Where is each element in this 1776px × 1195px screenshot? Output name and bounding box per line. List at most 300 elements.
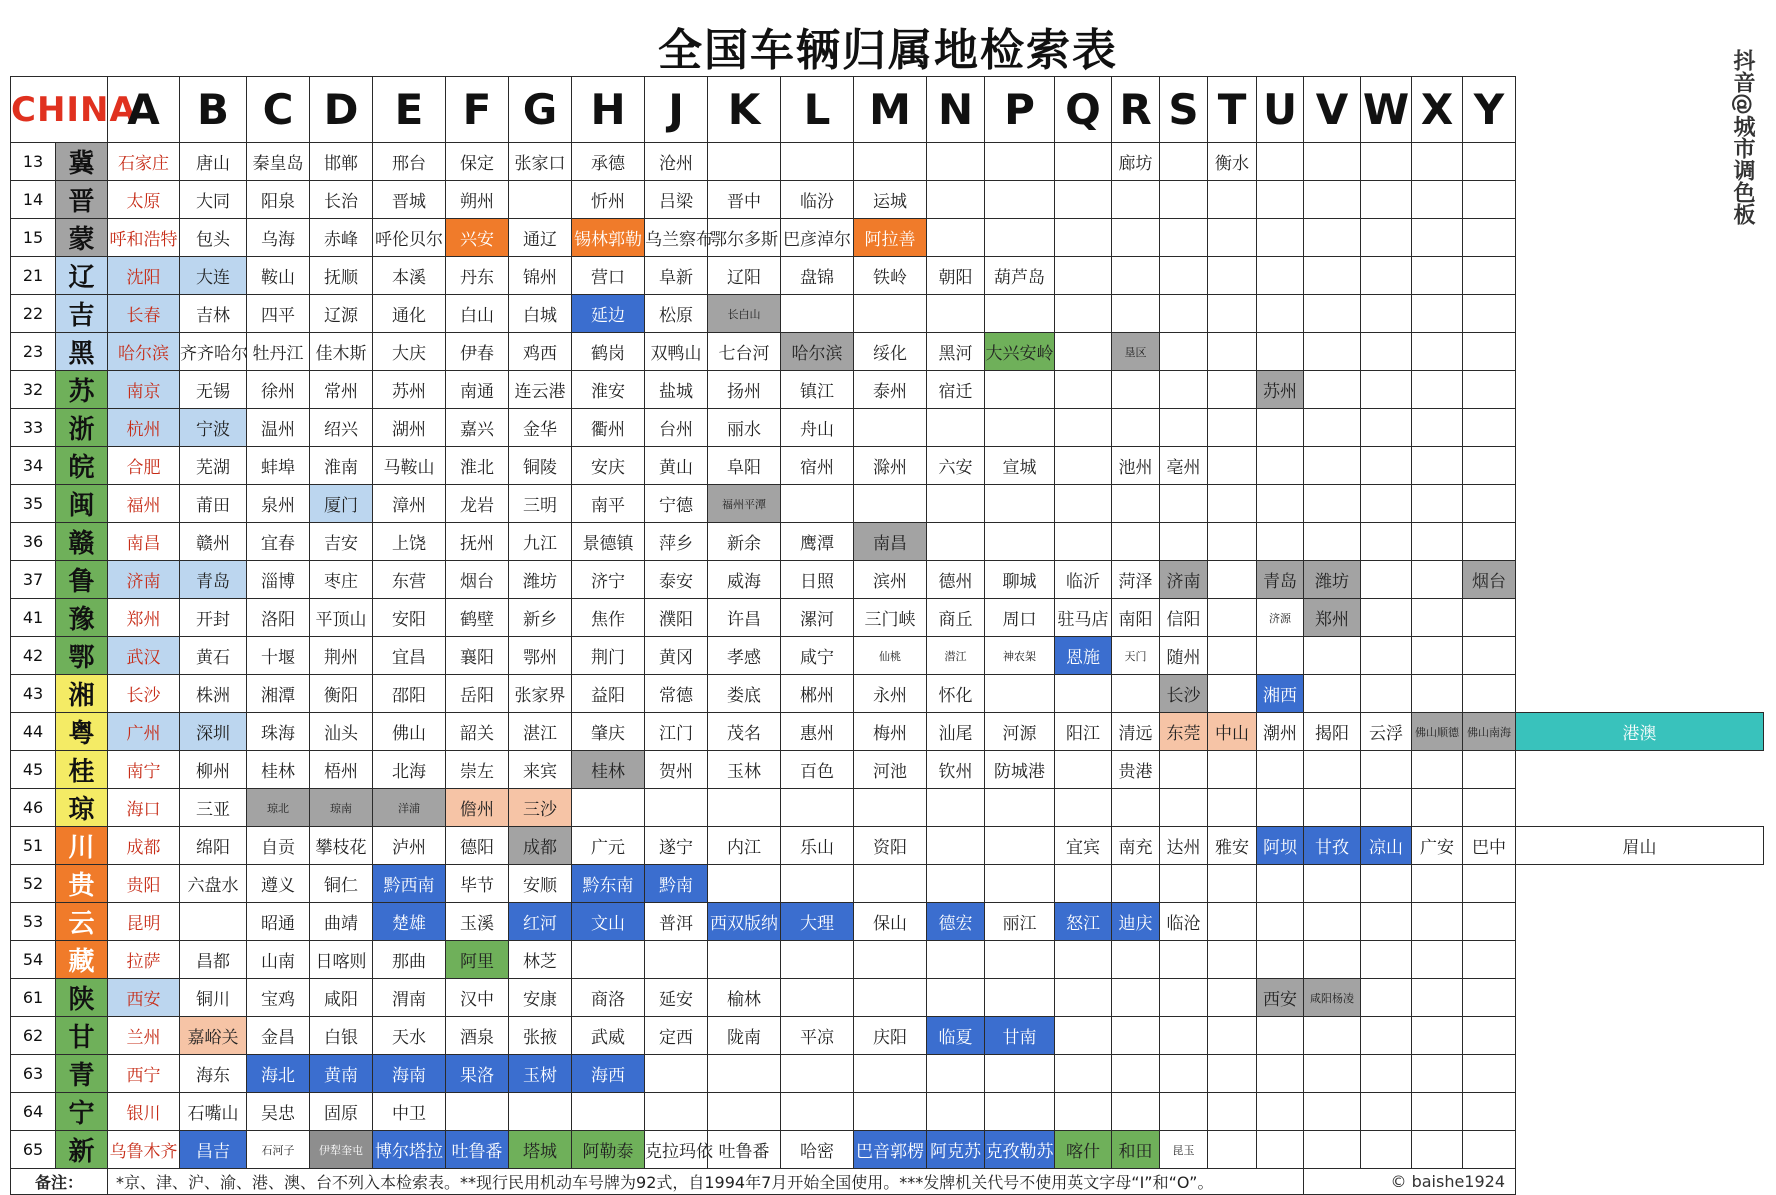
city-cell bbox=[985, 181, 1055, 219]
city-cell bbox=[781, 941, 854, 979]
city-cell: 佛山 bbox=[373, 713, 446, 751]
column-header-a: A bbox=[108, 77, 180, 143]
city-cell bbox=[1112, 523, 1160, 561]
province-abbr: 湘 bbox=[56, 675, 108, 713]
city-cell: 晋城 bbox=[373, 181, 446, 219]
province-abbr: 鄂 bbox=[56, 637, 108, 675]
city-cell: 达州 bbox=[1160, 827, 1208, 865]
city-cell: 红河 bbox=[509, 903, 572, 941]
capital-cell: 哈尔滨 bbox=[108, 333, 180, 371]
city-cell: 松原 bbox=[645, 295, 708, 333]
province-abbr: 琼 bbox=[56, 789, 108, 827]
city-cell: 日照 bbox=[781, 561, 854, 599]
city-cell: 崇左 bbox=[446, 751, 509, 789]
city-cell bbox=[1160, 789, 1208, 827]
city-cell: 铁岭 bbox=[854, 257, 927, 295]
city-cell bbox=[1112, 1093, 1160, 1131]
city-cell: 白城 bbox=[509, 295, 572, 333]
city-cell bbox=[1055, 1055, 1112, 1093]
city-cell bbox=[1160, 219, 1208, 257]
city-cell bbox=[1160, 751, 1208, 789]
city-cell bbox=[1463, 523, 1516, 561]
city-cell: 文山 bbox=[572, 903, 645, 941]
city-cell: 乌兰察布 bbox=[645, 219, 708, 257]
city-cell: 汕尾 bbox=[927, 713, 985, 751]
province-abbr: 赣 bbox=[56, 523, 108, 561]
city-cell: 天水 bbox=[373, 1017, 446, 1055]
city-cell: 黄冈 bbox=[645, 637, 708, 675]
city-cell bbox=[1112, 789, 1160, 827]
city-cell: 孝感 bbox=[708, 637, 781, 675]
region-code: 22 bbox=[11, 295, 56, 333]
province-abbr: 晋 bbox=[56, 181, 108, 219]
city-cell bbox=[927, 865, 985, 903]
column-header-f: F bbox=[446, 77, 509, 143]
city-cell: 滨州 bbox=[854, 561, 927, 599]
city-cell: 湖州 bbox=[373, 409, 446, 447]
city-cell: 保山 bbox=[854, 903, 927, 941]
city-cell bbox=[1412, 257, 1463, 295]
city-cell bbox=[1304, 941, 1361, 979]
city-cell bbox=[1055, 409, 1112, 447]
table-row bbox=[11, 789, 1764, 827]
city-cell: 漳州 bbox=[373, 485, 446, 523]
city-cell: 七台河 bbox=[708, 333, 781, 371]
city-cell bbox=[1412, 1131, 1463, 1169]
city-cell: 内江 bbox=[708, 827, 781, 865]
region-code: 62 bbox=[11, 1017, 56, 1055]
city-cell bbox=[1463, 257, 1516, 295]
city-cell bbox=[927, 789, 985, 827]
city-cell: 吉安 bbox=[310, 523, 373, 561]
city-cell bbox=[985, 865, 1055, 903]
city-cell bbox=[1257, 865, 1304, 903]
capital-cell: 沈阳 bbox=[108, 257, 180, 295]
city-cell: 安康 bbox=[509, 979, 572, 1017]
city-cell bbox=[572, 941, 645, 979]
city-cell bbox=[1208, 181, 1257, 219]
city-cell bbox=[1112, 675, 1160, 713]
city-cell bbox=[1112, 219, 1160, 257]
city-cell bbox=[1412, 219, 1463, 257]
city-cell: 珠海 bbox=[247, 713, 310, 751]
city-cell bbox=[985, 523, 1055, 561]
city-cell bbox=[1361, 181, 1412, 219]
city-cell bbox=[1412, 371, 1463, 409]
city-cell: 榆林 bbox=[708, 979, 781, 1017]
capital-cell: 兰州 bbox=[108, 1017, 180, 1055]
city-cell bbox=[985, 979, 1055, 1017]
city-cell: 南平 bbox=[572, 485, 645, 523]
city-cell bbox=[1112, 371, 1160, 409]
column-header-g: G bbox=[509, 77, 572, 143]
city-cell bbox=[1463, 219, 1516, 257]
city-cell: 黑河 bbox=[927, 333, 985, 371]
city-cell bbox=[1208, 979, 1257, 1017]
city-cell: 阳江 bbox=[1055, 713, 1112, 751]
capital-cell: 海口 bbox=[108, 789, 180, 827]
city-cell bbox=[927, 1093, 985, 1131]
city-cell bbox=[1257, 219, 1304, 257]
city-cell: 济宁 bbox=[572, 561, 645, 599]
table-row bbox=[11, 143, 1764, 181]
city-cell: 林芝 bbox=[509, 941, 572, 979]
table-row bbox=[11, 903, 1764, 941]
city-cell bbox=[781, 485, 854, 523]
city-cell: 广安 bbox=[1412, 827, 1463, 865]
region-code: 45 bbox=[11, 751, 56, 789]
city-cell: 梅州 bbox=[854, 713, 927, 751]
city-cell: 铜陵 bbox=[509, 447, 572, 485]
city-cell: 烟台 bbox=[1463, 561, 1516, 599]
city-cell: 眉山 bbox=[1516, 827, 1764, 865]
city-cell: 固原 bbox=[310, 1093, 373, 1131]
city-cell bbox=[1463, 143, 1516, 181]
city-cell: 赤峰 bbox=[310, 219, 373, 257]
city-cell: 福州平潭 bbox=[708, 485, 781, 523]
province-abbr: 粤 bbox=[56, 713, 108, 751]
city-cell bbox=[1412, 941, 1463, 979]
city-cell: 神农架 bbox=[985, 637, 1055, 675]
column-header-h: H bbox=[572, 77, 645, 143]
column-header-n: N bbox=[927, 77, 985, 143]
capital-cell: 郑州 bbox=[108, 599, 180, 637]
city-cell: 中卫 bbox=[373, 1093, 446, 1131]
city-cell: 绥化 bbox=[854, 333, 927, 371]
city-cell: 铜川 bbox=[180, 979, 247, 1017]
city-cell bbox=[1160, 1055, 1208, 1093]
city-cell: 乐山 bbox=[781, 827, 854, 865]
city-cell bbox=[781, 1055, 854, 1093]
city-cell bbox=[708, 1093, 781, 1131]
city-cell bbox=[645, 1055, 708, 1093]
capital-cell: 广州 bbox=[108, 713, 180, 751]
province-abbr: 蒙 bbox=[56, 219, 108, 257]
city-cell: 德阳 bbox=[446, 827, 509, 865]
city-cell: 阜阳 bbox=[708, 447, 781, 485]
city-cell bbox=[1160, 371, 1208, 409]
city-cell bbox=[985, 295, 1055, 333]
city-cell: 黄石 bbox=[180, 637, 247, 675]
province-abbr: 黑 bbox=[56, 333, 108, 371]
city-cell: 兴安 bbox=[446, 219, 509, 257]
city-cell: 黄南 bbox=[310, 1055, 373, 1093]
city-cell bbox=[854, 485, 927, 523]
city-cell bbox=[1055, 333, 1112, 371]
city-cell bbox=[1463, 295, 1516, 333]
city-cell bbox=[927, 409, 985, 447]
city-cell: 宜宾 bbox=[1055, 827, 1112, 865]
city-cell: 大理 bbox=[781, 903, 854, 941]
city-cell: 大庆 bbox=[373, 333, 446, 371]
city-cell: 盐城 bbox=[645, 371, 708, 409]
city-cell bbox=[1412, 181, 1463, 219]
city-cell bbox=[1160, 295, 1208, 333]
city-cell: 洛阳 bbox=[247, 599, 310, 637]
city-cell bbox=[1304, 181, 1361, 219]
table-row bbox=[11, 561, 1764, 599]
city-cell: 三门峡 bbox=[854, 599, 927, 637]
city-cell bbox=[1361, 941, 1412, 979]
city-cell: 淄博 bbox=[247, 561, 310, 599]
city-cell bbox=[1055, 979, 1112, 1017]
city-cell: 唐山 bbox=[180, 143, 247, 181]
city-cell bbox=[1361, 903, 1412, 941]
city-cell: 葫芦岛 bbox=[985, 257, 1055, 295]
city-cell: 滁州 bbox=[854, 447, 927, 485]
city-cell: 迪庆 bbox=[1112, 903, 1160, 941]
city-cell: 湘西 bbox=[1257, 675, 1304, 713]
city-cell: 普洱 bbox=[645, 903, 708, 941]
city-cell: 平凉 bbox=[781, 1017, 854, 1055]
city-cell bbox=[1304, 143, 1361, 181]
city-cell: 荆州 bbox=[310, 637, 373, 675]
city-cell bbox=[1055, 1017, 1112, 1055]
table-row bbox=[11, 371, 1764, 409]
city-cell: 衡阳 bbox=[310, 675, 373, 713]
city-cell bbox=[1412, 1093, 1463, 1131]
city-cell bbox=[1257, 1017, 1304, 1055]
city-cell: 鹰潭 bbox=[781, 523, 854, 561]
city-cell bbox=[1208, 1055, 1257, 1093]
city-cell bbox=[1361, 333, 1412, 371]
city-cell bbox=[1160, 865, 1208, 903]
city-cell: 通辽 bbox=[509, 219, 572, 257]
city-cell bbox=[985, 409, 1055, 447]
city-cell: 保定 bbox=[446, 143, 509, 181]
city-cell bbox=[1055, 1093, 1112, 1131]
column-header-t: T bbox=[1208, 77, 1257, 143]
city-cell bbox=[927, 523, 985, 561]
city-cell bbox=[1463, 1093, 1516, 1131]
city-cell: 芜湖 bbox=[180, 447, 247, 485]
table-row bbox=[11, 751, 1764, 789]
city-cell: 怀化 bbox=[927, 675, 985, 713]
city-cell: 齐齐哈尔 bbox=[180, 333, 247, 371]
city-cell: 伊春 bbox=[446, 333, 509, 371]
city-cell: 阿里 bbox=[446, 941, 509, 979]
footer-note: *京、津、沪、渝、港、澳、台不列入本检索表。**现行民用机动车号牌为92式，自1994年7月开始全国使用。***发牌机关代号不使用英文字母“I”和“O”。 bbox=[108, 1169, 1304, 1195]
city-cell: 黔南 bbox=[645, 865, 708, 903]
city-cell: 吉林 bbox=[180, 295, 247, 333]
table-row bbox=[11, 1131, 1764, 1169]
city-cell bbox=[1412, 143, 1463, 181]
city-cell: 广元 bbox=[572, 827, 645, 865]
capital-cell: 西宁 bbox=[108, 1055, 180, 1093]
city-cell bbox=[985, 1055, 1055, 1093]
city-cell: 三沙 bbox=[509, 789, 572, 827]
city-cell bbox=[1055, 485, 1112, 523]
city-cell: 喀什 bbox=[1055, 1131, 1112, 1169]
side-watermark: 抖音@城市调色板 bbox=[1730, 49, 1755, 225]
city-cell: 信阳 bbox=[1160, 599, 1208, 637]
city-cell: 惠州 bbox=[781, 713, 854, 751]
city-cell: 长沙 bbox=[1160, 675, 1208, 713]
city-cell bbox=[1463, 181, 1516, 219]
city-cell: 舟山 bbox=[781, 409, 854, 447]
city-cell bbox=[1412, 523, 1463, 561]
city-cell: 毕节 bbox=[446, 865, 509, 903]
city-cell: 白山 bbox=[446, 295, 509, 333]
city-cell bbox=[1463, 865, 1516, 903]
city-cell bbox=[1361, 675, 1412, 713]
table-row bbox=[11, 675, 1764, 713]
city-cell: 鹤岗 bbox=[572, 333, 645, 371]
city-cell: 商洛 bbox=[572, 979, 645, 1017]
city-cell: 秦皇岛 bbox=[247, 143, 310, 181]
city-cell: 鞍山 bbox=[247, 257, 310, 295]
region-code: 63 bbox=[11, 1055, 56, 1093]
city-cell: 周口 bbox=[985, 599, 1055, 637]
city-cell: 巴彦淖尔 bbox=[781, 219, 854, 257]
city-cell: 朝阳 bbox=[927, 257, 985, 295]
city-cell bbox=[708, 941, 781, 979]
city-cell: 承德 bbox=[572, 143, 645, 181]
city-cell bbox=[1463, 371, 1516, 409]
city-cell bbox=[854, 295, 927, 333]
city-cell: 塔城 bbox=[509, 1131, 572, 1169]
city-cell bbox=[1412, 903, 1463, 941]
region-code: 51 bbox=[11, 827, 56, 865]
region-code: 54 bbox=[11, 941, 56, 979]
province-abbr: 云 bbox=[56, 903, 108, 941]
column-header-w: W bbox=[1361, 77, 1412, 143]
city-cell: 宿迁 bbox=[927, 371, 985, 409]
region-code: 37 bbox=[11, 561, 56, 599]
city-cell bbox=[1055, 789, 1112, 827]
region-code: 23 bbox=[11, 333, 56, 371]
city-cell: 钦州 bbox=[927, 751, 985, 789]
city-cell: 铜仁 bbox=[310, 865, 373, 903]
city-cell bbox=[1257, 903, 1304, 941]
column-header-d: D bbox=[310, 77, 373, 143]
city-cell: 淮北 bbox=[446, 447, 509, 485]
footer-label: 备注： bbox=[11, 1169, 108, 1195]
table-row bbox=[11, 599, 1764, 637]
city-cell: 襄阳 bbox=[446, 637, 509, 675]
city-cell: 定西 bbox=[645, 1017, 708, 1055]
city-cell bbox=[1160, 1093, 1208, 1131]
city-cell: 衡水 bbox=[1208, 143, 1257, 181]
province-abbr: 甘 bbox=[56, 1017, 108, 1055]
city-cell bbox=[1463, 1055, 1516, 1093]
city-cell: 海西 bbox=[572, 1055, 645, 1093]
city-cell bbox=[1112, 295, 1160, 333]
city-cell: 龙岩 bbox=[446, 485, 509, 523]
city-cell: 阳泉 bbox=[247, 181, 310, 219]
city-cell: 苏州 bbox=[373, 371, 446, 409]
column-header-l: L bbox=[781, 77, 854, 143]
city-cell: 阿拉善 bbox=[854, 219, 927, 257]
city-cell: 上饶 bbox=[373, 523, 446, 561]
city-cell: 张掖 bbox=[509, 1017, 572, 1055]
city-cell: 安庆 bbox=[572, 447, 645, 485]
city-cell bbox=[1208, 789, 1257, 827]
province-abbr: 贵 bbox=[56, 865, 108, 903]
city-cell bbox=[1304, 675, 1361, 713]
city-cell bbox=[1304, 1055, 1361, 1093]
city-cell: 武威 bbox=[572, 1017, 645, 1055]
region-code: 46 bbox=[11, 789, 56, 827]
city-cell: 湛江 bbox=[509, 713, 572, 751]
city-cell: 安顺 bbox=[509, 865, 572, 903]
city-cell bbox=[854, 1093, 927, 1131]
city-cell: 金华 bbox=[509, 409, 572, 447]
city-cell bbox=[1257, 751, 1304, 789]
city-cell bbox=[1055, 941, 1112, 979]
city-cell: 甘孜 bbox=[1304, 827, 1361, 865]
city-cell: 常德 bbox=[645, 675, 708, 713]
city-cell: 酒泉 bbox=[446, 1017, 509, 1055]
city-cell bbox=[1361, 1093, 1412, 1131]
city-cell: 濮阳 bbox=[645, 599, 708, 637]
city-cell: 昌都 bbox=[180, 941, 247, 979]
city-cell: 牡丹江 bbox=[247, 333, 310, 371]
capital-cell: 长春 bbox=[108, 295, 180, 333]
city-cell bbox=[1257, 523, 1304, 561]
city-cell: 延边 bbox=[572, 295, 645, 333]
city-cell bbox=[1208, 1131, 1257, 1169]
city-cell: 宜昌 bbox=[373, 637, 446, 675]
city-cell: 黔东南 bbox=[572, 865, 645, 903]
city-cell bbox=[927, 485, 985, 523]
city-cell bbox=[854, 143, 927, 181]
city-cell bbox=[1160, 257, 1208, 295]
table-row bbox=[11, 181, 1764, 219]
city-cell bbox=[1112, 865, 1160, 903]
region-code: 21 bbox=[11, 257, 56, 295]
capital-cell: 呼和浩特 bbox=[108, 219, 180, 257]
city-cell bbox=[1361, 637, 1412, 675]
city-cell bbox=[1208, 257, 1257, 295]
city-cell: 山南 bbox=[247, 941, 310, 979]
city-cell: 宝鸡 bbox=[247, 979, 310, 1017]
city-cell bbox=[1160, 523, 1208, 561]
column-header-s: S bbox=[1160, 77, 1208, 143]
city-cell: 阿勒泰 bbox=[572, 1131, 645, 1169]
city-cell: 邵阳 bbox=[373, 675, 446, 713]
city-cell bbox=[1112, 409, 1160, 447]
city-cell: 南阳 bbox=[1112, 599, 1160, 637]
city-cell bbox=[1208, 941, 1257, 979]
city-cell bbox=[854, 979, 927, 1017]
city-cell: 张家口 bbox=[509, 143, 572, 181]
city-cell bbox=[1257, 941, 1304, 979]
province-abbr: 辽 bbox=[56, 257, 108, 295]
city-cell bbox=[1412, 1017, 1463, 1055]
capital-cell: 济南 bbox=[108, 561, 180, 599]
city-cell: 临汾 bbox=[781, 181, 854, 219]
city-cell bbox=[1361, 371, 1412, 409]
city-cell bbox=[1055, 447, 1112, 485]
region-code: 32 bbox=[11, 371, 56, 409]
capital-cell: 武汉 bbox=[108, 637, 180, 675]
column-header-k: K bbox=[708, 77, 781, 143]
city-cell: 株洲 bbox=[180, 675, 247, 713]
city-cell: 和田 bbox=[1112, 1131, 1160, 1169]
city-cell: 佛山顺德 bbox=[1412, 713, 1463, 751]
city-cell: 镇江 bbox=[781, 371, 854, 409]
province-abbr: 川 bbox=[56, 827, 108, 865]
city-cell: 淮安 bbox=[572, 371, 645, 409]
city-cell bbox=[781, 865, 854, 903]
city-cell bbox=[1412, 637, 1463, 675]
city-cell bbox=[1361, 1017, 1412, 1055]
city-cell bbox=[1304, 409, 1361, 447]
city-cell bbox=[1112, 485, 1160, 523]
city-cell bbox=[1055, 675, 1112, 713]
table-row bbox=[11, 409, 1764, 447]
